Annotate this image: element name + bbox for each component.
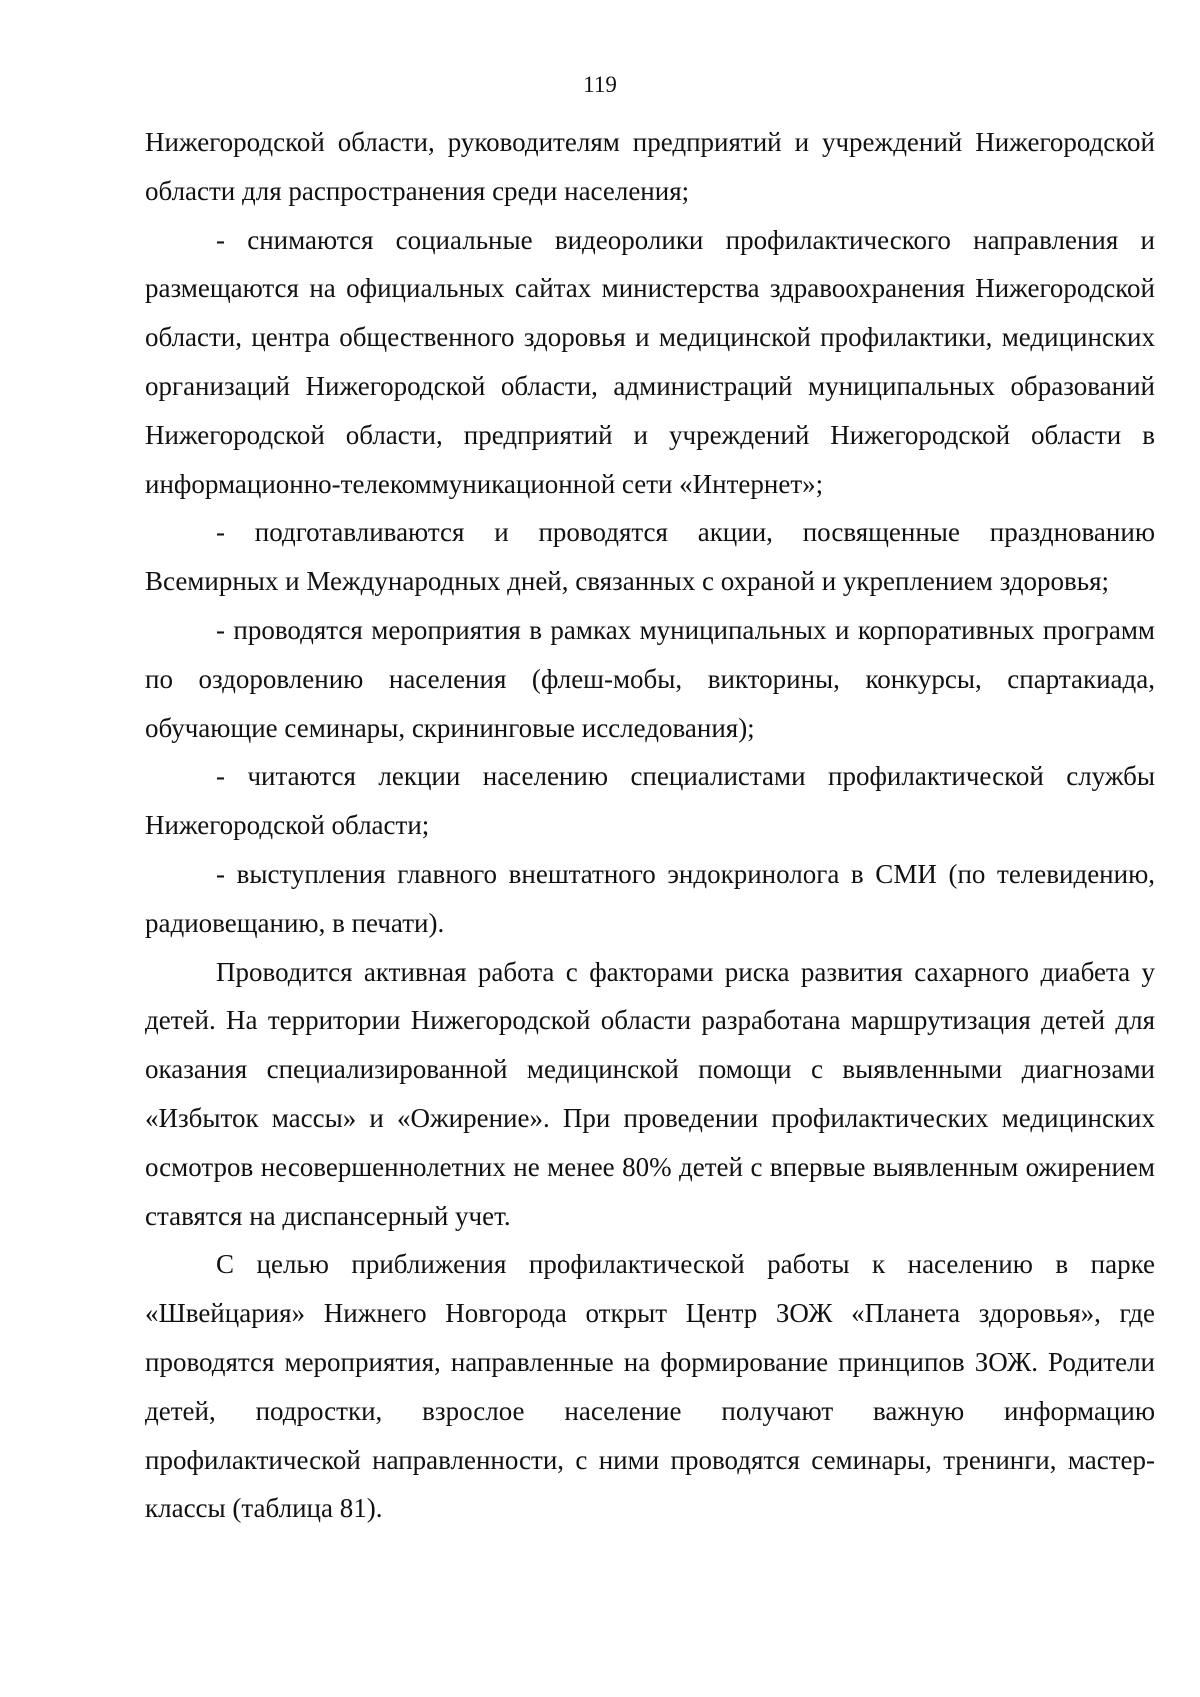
paragraph-children-risk: Проводится активная работа с факторами риска развития сахарного диабета у детей. На территории Нижегородской области разработана маршрутизация детей для оказания специализированной медицинской помощи с выявленными диагнозами «Избыток массы» и «Ожирение». При проведении профилактических медицинских осмотров несовершеннолетних не менее 80% детей с впервые выявленным ожирением ставятся на диспансерный учет. — [145, 956, 1155, 1231]
paragraph-health-center: С целью приближения профилактической работы к населению в парке «Швейцария» Нижнего Новгорода открыт Центр ЗОЖ «Планета здоровья», где проводятся мероприятия, направленные на формирование принципов ЗОЖ. Родители детей, подростки, взрослое население получают важную информацию профилактической направленности, с ними проводятся семинары, тренинги, мастер-классы (таблица 81). — [145, 1249, 1155, 1524]
list-item-media: - выступления главного внештатного эндокринолога в СМИ (по телевидению, радиовещанию, в печати). — [145, 858, 1155, 938]
list-item-videos: - снимаются социальные видеоролики профилактического направления и размещаются на официальных сайтах министерства здравоохранения Нижегородской области, центра общественного здоровья и медицинской профилактики, медицинских организаций Нижегородской области, администраций муниципальных образований Нижегородской области, предприятий и учреждений Нижегородской области в информационно-телекоммуникационной сети «Интернет»; — [145, 224, 1155, 499]
list-item-programs: - проводятся мероприятия в рамках муниципальных и корпоративных программ по оздоровлению населения (флеш-мобы, викторины, конкурсы, спартакиада, обучающие семинары, скрининговые исследования); — [145, 614, 1155, 743]
list-item-lectures: - читаются лекции населению специалистами профилактической службы Нижегородской области; — [145, 761, 1155, 841]
list-item-actions: - подготавливаются и проводятся акции, посвященные празднованию Всемирных и Международных дней, связанных с охраной и укреплением здоровья; — [145, 517, 1155, 597]
paragraph-continuation: Нижегородской области, руководителям предприятий и учреждений Нижегородской области для распространения среди населения; — [145, 127, 1155, 206]
document-body — [145, 118, 1155, 1533]
page-number: 119 — [583, 72, 617, 97]
